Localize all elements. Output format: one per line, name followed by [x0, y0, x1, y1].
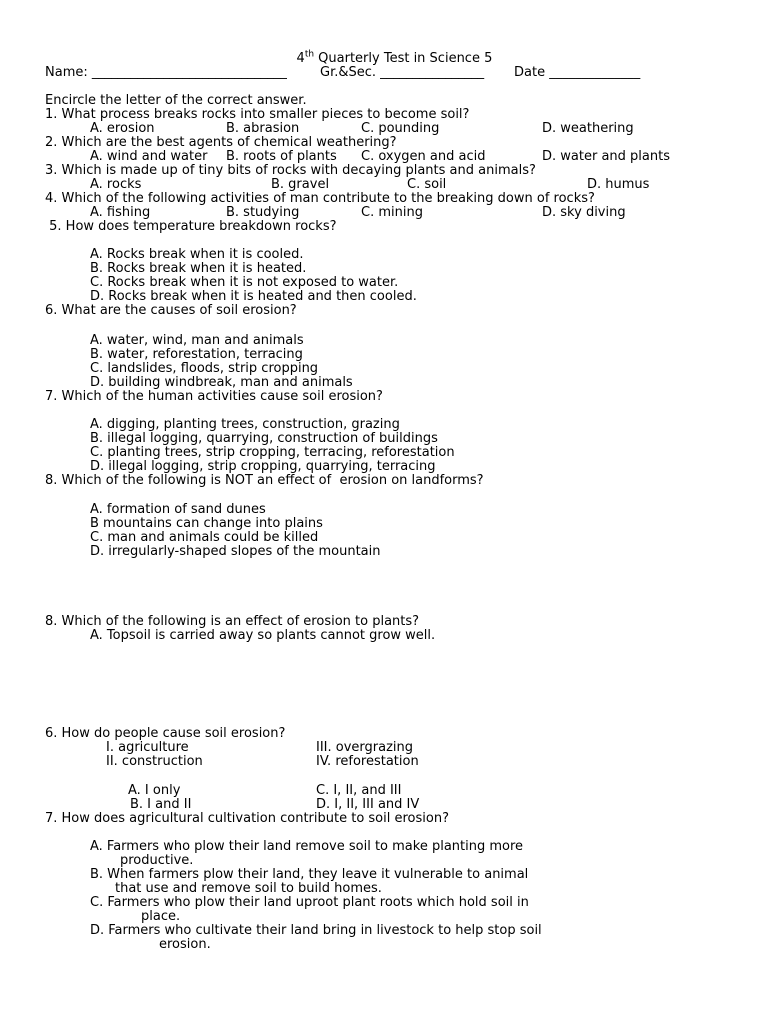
question-3: 3. Which is made up of tiny bits of rocks with decaying plants and animals?	[45, 163, 536, 178]
q5-choice-a: A. Rocks break when it is cooled.	[90, 247, 304, 262]
q6-choice-b: B. water, reforestation, terracing	[90, 347, 303, 362]
q2-choice-a: A. wind and water	[90, 149, 208, 164]
q7-choice-b: B. illegal logging, quarrying, construction of buildings	[90, 431, 438, 446]
q7b-choice-c-line1: C. Farmers who plow their land uproot plant roots which hold soil in	[90, 895, 529, 910]
question-6-people: 6. How do people cause soil erosion?	[45, 726, 286, 741]
q7b-choice-d-line2: erosion.	[159, 937, 211, 952]
question-5: 5. How does temperature breakdown rocks?	[45, 219, 337, 234]
q8-choice-c: C. man and animals could be killed	[90, 530, 319, 545]
q5-choice-b: B. Rocks break when it is heated.	[90, 261, 307, 276]
grade-section-field: Gr.&Sec. ________________	[320, 65, 485, 80]
question-8-plants: 8. Which of the following is an effect of erosion to plants?	[45, 614, 420, 629]
q4-choice-d: D. sky diving	[542, 205, 626, 220]
q7b-choice-d-line1: D. Farmers who cultivate their land bring in livestock to help stop soil	[90, 923, 542, 938]
q7-choice-c: C. planting trees, strip cropping, terracing, reforestation	[90, 445, 455, 460]
question-8: 8. Which of the following is NOT an effect of erosion on landforms?	[45, 473, 484, 488]
q8b-choice-a: A. Topsoil is carried away so plants cannot grow well.	[90, 628, 436, 643]
q1-choice-d: D. weathering	[542, 121, 634, 136]
q5-choice-d: D. Rocks break when it is heated and then cooled.	[90, 289, 417, 304]
q7b-choice-a-line1: A. Farmers who plow their land remove soil to make planting more	[90, 839, 524, 854]
q1-choice-a: A. erosion	[90, 121, 155, 136]
q8-choice-b: B mountains can change into plains	[90, 516, 323, 531]
q6b-item-i: I. agriculture	[106, 740, 189, 755]
title-text: Quarterly Test in Science 5	[314, 51, 493, 66]
question-2: 2. Which are the best agents of chemical weathering?	[45, 135, 397, 150]
q4-choice-a: A. fishing	[90, 205, 151, 220]
q3-choice-a: A. rocks	[90, 177, 142, 192]
title-superscript: th	[304, 49, 315, 60]
question-4: 4. Which of the following activities of man contribute to the breaking down of rocks?	[45, 191, 595, 206]
q4-choice-c: C. mining	[361, 205, 423, 220]
q6b-choice-b: B. I and II	[130, 797, 192, 812]
q2-choice-d: D. water and plants	[542, 149, 670, 164]
q6b-item-iv: IV. reforestation	[316, 754, 419, 769]
name-field: Name: ______________________________	[45, 65, 287, 80]
q3-choice-b: B. gravel	[271, 177, 330, 192]
q7b-choice-b-line2: that use and remove soil to build homes.	[115, 881, 382, 896]
q6b-choice-c: C. I, II, and III	[316, 783, 402, 798]
q8-choice-a: A. formation of sand dunes	[90, 502, 266, 517]
question-1: 1. What process breaks rocks into smaller pieces to become soil?	[45, 107, 470, 122]
title-number: 4	[296, 51, 305, 66]
q3-choice-d: D. humus	[587, 177, 650, 192]
q4-choice-b: B. studying	[226, 205, 300, 220]
q2-choice-c: C. oxygen and acid	[361, 149, 486, 164]
question-7-agriculture: 7. How does agricultural cultivation contribute to soil erosion?	[45, 811, 449, 826]
q1-choice-b: B. abrasion	[226, 121, 300, 136]
q1-choice-c: C. pounding	[361, 121, 440, 136]
q3-choice-c: C. soil	[407, 177, 447, 192]
q7b-choice-b-line1: B. When farmers plow their land, they leave it vulnerable to animal	[90, 867, 529, 882]
q6b-choice-d: D. I, II, III and IV	[316, 797, 420, 812]
page-title	[280, 38, 493, 66]
q6b-item-ii: II. construction	[106, 754, 203, 769]
q6-choice-a: A. water, wind, man and animals	[90, 333, 304, 348]
date-field: Date ______________	[514, 65, 641, 80]
question-6: 6. What are the causes of soil erosion?	[45, 303, 297, 318]
q7b-choice-a-line2: productive.	[120, 853, 194, 868]
q7b-choice-c-line2: place.	[141, 909, 181, 924]
q7-choice-a: A. digging, planting trees, construction, grazing	[90, 417, 400, 432]
question-7: 7. Which of the human activities cause soil erosion?	[45, 389, 383, 404]
q2-choice-b: B. roots of plants	[226, 149, 337, 164]
q7-choice-d: D. illegal logging, strip cropping, quarrying, terracing	[90, 459, 436, 474]
q6-choice-d: D. building windbreak, man and animals	[90, 375, 353, 390]
q6-choice-c: C. landslides, floods, strip cropping	[90, 361, 319, 376]
q6b-choice-a: A. I only	[128, 783, 181, 798]
q8-choice-d: D. irregularly-shaped slopes of the mountain	[90, 544, 381, 559]
q5-choice-c: C. Rocks break when it is not exposed to water.	[90, 275, 399, 290]
instruction: Encircle the letter of the correct answer.	[45, 93, 307, 108]
q6b-item-iii: III. overgrazing	[316, 740, 414, 755]
